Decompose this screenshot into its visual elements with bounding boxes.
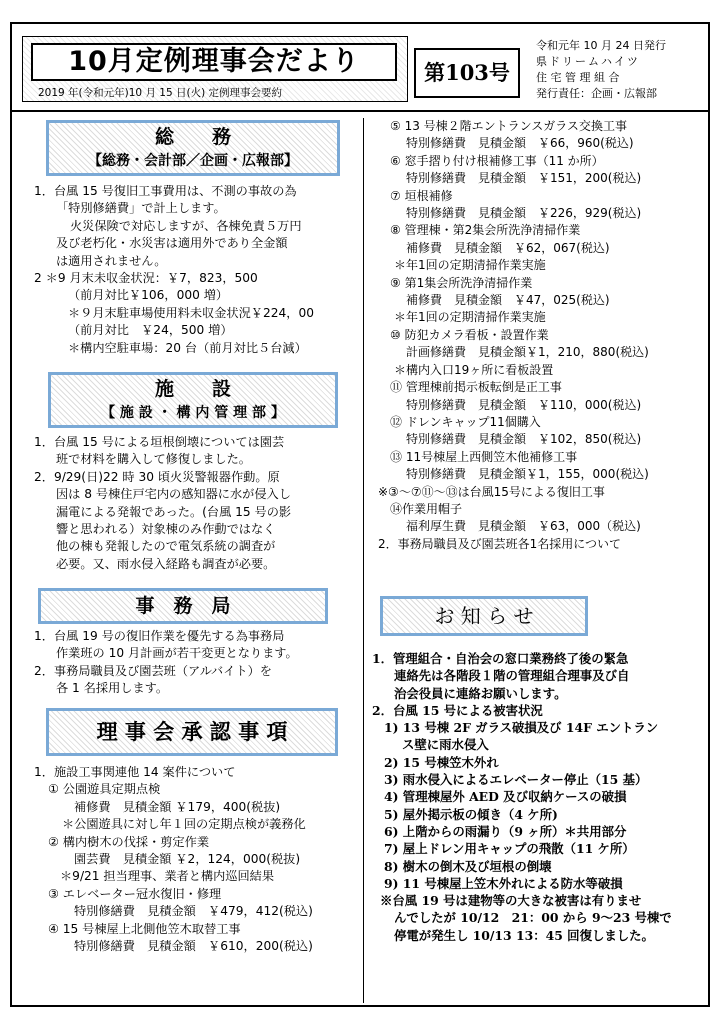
text-line: 停電が発生し 10/13 13：45 回復しました。: [394, 927, 654, 943]
text-line: ＊年1回の定期清掃作業実施: [394, 258, 546, 273]
text-line: ⑥ 窓手摺り付け根補修工事（11 か所）: [390, 153, 604, 168]
text-line: ＊９月末駐車場使用料未収金状況￥224，00: [68, 305, 314, 320]
text-line: 3) 雨水侵入によるエレベーター停止（15 基）: [384, 772, 648, 788]
text-line: は適用されません。: [56, 253, 167, 268]
text-line: ⑧ 管理棟・第2集会所洗浄清掃作業: [390, 223, 581, 238]
newsletter-title: 10月定例理事会だより: [31, 43, 397, 81]
text-line: んでしたが 10/12 21：00 から 9～23 号棟で: [394, 910, 672, 926]
text-line: （前月対比￥106，000 増）: [68, 288, 229, 303]
text-line: 2．台風 15 号による被害状況: [372, 702, 543, 718]
text-line: （前月対比 ￥24，500 増）: [68, 323, 233, 338]
section-header-shisetsu: [48, 372, 338, 428]
text-line: 福利厚生費 見積金額 ￥63，000（税込): [406, 519, 641, 534]
text-line: 補修費 見積金額 ￥179，400(税抜): [74, 799, 281, 814]
text-line: 1．台風 19 号の復旧作業を優先する為事務局: [34, 629, 285, 643]
text-line: 1．台風 15 号による垣根倒壊については園芸: [34, 435, 285, 449]
text-line: 特別修繕費 見積金額￥1，155，000(税込): [406, 467, 649, 482]
text-line: ⑫ ドレンキャップ11個購入: [390, 414, 541, 429]
publisher-org: 県ドリームハイツ: [536, 55, 640, 68]
text-line: 園芸費 見積金額 ￥2，124，000(税抜): [74, 852, 301, 867]
text-line: 計画修繕費 見積金額￥1，210，880(税込): [406, 345, 649, 360]
section-title: お 知 ら せ: [434, 604, 534, 628]
text-line: 連絡先は各階段１階の管理組合理事及び自: [394, 668, 630, 684]
text-line: 特別修繕費 見積金額 ￥102，850(税込): [406, 432, 642, 447]
meeting-date-line: 2019 年(令和元年)10 月 15 日(火) 定例理事会要約: [38, 87, 283, 99]
text-line: 漏電による発報であった。(台風 15 号の影: [56, 504, 292, 519]
text-line: 因は 8 号棟住戸宅内の感知器に水が侵入し: [56, 487, 291, 502]
approval-items-continued: [378, 118, 649, 553]
text-line: 5) 屋外掲示板の傾き（4 ケ所): [384, 806, 558, 822]
text-line: 2．事務局職員及び園芸班（アルバイト）を: [34, 663, 272, 678]
text-line: ⑬ 11号棟屋上西側笠木他補修工事: [390, 449, 578, 464]
text-line: ※③～⑦⑪～⑬は台風15号による復旧工事: [378, 484, 605, 499]
text-line: 補修費 見積金額 ￥62，067(税込): [406, 240, 610, 255]
text-line: 「特別修繕費」で計上します。: [56, 201, 226, 216]
text-line: ＊公園遊具に対し年１回の定期点検が義務化: [62, 817, 306, 832]
column-divider: [363, 118, 364, 1003]
text-line: 7) 屋上ドレン用キャップの飛散（11 ケ所）: [384, 841, 635, 857]
section-title: 施 設: [154, 378, 231, 400]
section-title: 理 事 会 承 認 事 項: [96, 720, 288, 744]
text-line: 6) 上階からの雨漏り（9 ヶ所）＊共用部分: [384, 823, 627, 839]
text-line: ⑤ 13 号棟２階エントランスガラス交換工事: [390, 119, 627, 133]
text-line: ※台風 19 号は建物等の大きな被害は有りませ: [380, 893, 642, 909]
section-title: 事 務 局: [135, 595, 231, 617]
text-line: ＊年1回の定期清掃作業実施: [394, 310, 546, 325]
text-line: 2．事務局職員及び園芸班各1名採用について: [378, 536, 622, 551]
text-line: 必要。又、雨水侵入経路も調査が必要。: [56, 556, 276, 571]
text-line: 1) 13 号棟 2F ガラス破損及び 14F エントラン: [384, 720, 659, 736]
text-line: ⑩ 防犯カメラ看板・設置作業: [390, 327, 549, 342]
text-line: ③ エレベーター冠水復旧・修理: [48, 886, 222, 901]
text-line: 作業班の 10 月計画が若干変更となります。: [56, 646, 298, 661]
text-line: ス壁に雨水侵入: [402, 737, 489, 753]
text-line: ① 公園遊具定期点検: [48, 782, 161, 797]
publisher-org-2: 住 宅 管 理 組 合: [536, 71, 620, 84]
text-line: 1．施設工事関連他 14 案件について: [34, 765, 236, 779]
text-line: ⑦ 垣根補修: [390, 188, 453, 203]
shisetsu-body: [34, 434, 291, 573]
text-line: 他の棟も発報したので電気系統の調査が: [56, 539, 276, 554]
section-title: 総 務: [154, 126, 231, 148]
shounin-body: [34, 764, 313, 955]
text-line: 響と思われる）対象棟のみ作動ではなく: [56, 522, 276, 537]
section-header-soumu: [46, 120, 340, 176]
text-line: 各 1 名採用します。: [56, 681, 169, 696]
section-subtitle: 【 施 設 ・ 構 内 管 理 部 】: [101, 405, 285, 421]
text-line: ⑪ 管理棟前掲示板転倒是正工事: [390, 380, 562, 395]
publisher-responsible: 発行責任：企画・広報部: [536, 87, 657, 100]
jimukyoku-body: [34, 628, 298, 698]
text-line: 8) 樹木の倒木及び垣根の倒壊: [384, 858, 552, 874]
text-line: 特別修繕費 見積金額 ￥110，000(税込): [406, 397, 642, 412]
oshirase-body: [372, 650, 672, 944]
text-line: 2．9/29(日)22 時 30 頃火災警報器作動。原: [34, 469, 280, 484]
text-line: ⑭作業用帽子: [390, 501, 463, 516]
text-line: ④ 15 号棟屋上北側他笠木取替工事: [48, 921, 241, 936]
text-line: 特別修繕費 見積金額 ￥66，960(税込): [406, 136, 634, 151]
text-line: 1．台風 15 号復旧工事費用は、不測の事故の為: [34, 184, 297, 198]
issue-number: 第103号: [414, 48, 520, 98]
text-line: 治会役員に連絡お願いします。: [394, 685, 567, 701]
section-header-shounin: [46, 708, 338, 756]
text-line: ＊9/21 担当理事、業者と構内巡回結果: [60, 869, 275, 884]
text-line: 4) 管理棟屋外 AED 及び収納ケースの破損: [384, 789, 627, 805]
text-line: 班で材料を購入して修復しました。: [56, 452, 251, 467]
text-line: ② 構内樹木の伐採・剪定作業: [48, 834, 210, 849]
text-line: 特別修繕費 見積金額 ￥479，412(税込): [74, 904, 313, 919]
text-line: ＊構内入口19ヶ所に看板設置: [394, 362, 554, 377]
text-line: ⑨ 第1集会所洗浄清掃作業: [390, 275, 533, 290]
publish-date: 令和元年 10 月 24 日発行: [536, 39, 666, 52]
text-line: ＊構内空駐車場：20 台（前月対比５台減）: [68, 340, 307, 355]
section-subtitle: 【総務・会計部／企画・広報部】: [88, 153, 298, 169]
section-header-jimukyoku: [38, 588, 328, 624]
text-line: 9) 11 号棟屋上笠木外れによる防水等破損: [384, 875, 623, 891]
text-line: 特別修繕費 見積金額 ￥226，929(税込): [406, 206, 642, 221]
section-header-oshirase: [380, 596, 588, 636]
text-line: 特別修繕費 見積金額 ￥151，200(税込): [406, 171, 642, 186]
text-line: 火災保険で対応しますが、各棟免責５万円: [70, 218, 302, 233]
text-line: 特別修繕費 見積金額 ￥610，200(税込): [74, 939, 313, 954]
text-line: 1．管理組合・自治会の窓口業務終了後の緊急: [372, 651, 629, 666]
publisher-info: [536, 38, 666, 102]
text-line: 及び老朽化・水災害は適用外であり全金額: [56, 236, 288, 251]
header-divider: [10, 110, 710, 112]
text-line: 2) 15 号棟笠木外れ: [384, 754, 499, 770]
text-line: 補修費 見積金額 ￥47，025(税込): [406, 293, 610, 308]
text-line: 2 ＊9 月末未収金状況：￥7，823，500: [34, 271, 258, 286]
soumu-body: [34, 183, 314, 357]
